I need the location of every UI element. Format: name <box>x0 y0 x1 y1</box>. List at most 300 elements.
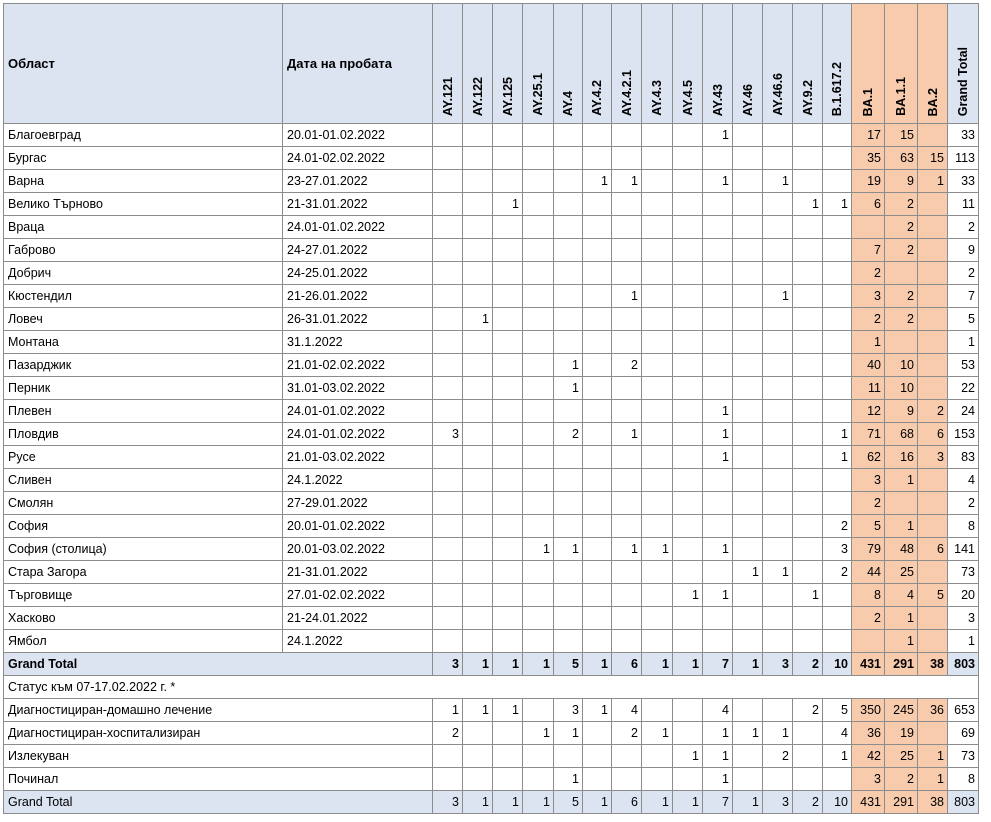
count-cell <box>583 446 612 469</box>
count-cell: 9 <box>885 400 918 423</box>
count-cell <box>463 239 493 262</box>
count-cell <box>583 262 612 285</box>
sample-date: 21-31.01.2022 <box>283 561 433 584</box>
count-cell <box>918 630 948 653</box>
region-name: Сливен <box>4 469 283 492</box>
count-cell: 2 <box>793 653 823 676</box>
variant-header <box>852 4 885 124</box>
count-cell: 3 <box>852 469 885 492</box>
count-cell: 2 <box>823 515 852 538</box>
row-label: Излекуван <box>4 745 433 768</box>
count-cell: 1 <box>463 699 493 722</box>
count-cell: 2 <box>852 607 885 630</box>
count-cell: 5 <box>852 515 885 538</box>
count-cell: 25 <box>885 745 918 768</box>
count-cell <box>733 285 763 308</box>
count-cell: 5 <box>823 699 852 722</box>
count-cell <box>733 607 763 630</box>
count-cell <box>463 124 493 147</box>
count-cell <box>763 423 793 446</box>
count-cell: 63 <box>885 147 918 170</box>
count-cell <box>523 561 554 584</box>
count-cell <box>493 331 523 354</box>
count-cell <box>733 768 763 791</box>
row-total-cell: 803 <box>948 653 979 676</box>
count-cell <box>673 377 703 400</box>
count-cell <box>523 515 554 538</box>
count-cell <box>463 423 493 446</box>
count-cell <box>433 147 463 170</box>
count-cell: 1 <box>463 308 493 331</box>
sample-date: 27-29.01.2022 <box>283 492 433 515</box>
count-cell <box>642 147 673 170</box>
count-cell: 1 <box>918 768 948 791</box>
count-cell <box>433 630 463 653</box>
count-cell: 19 <box>885 722 918 745</box>
count-cell <box>793 607 823 630</box>
count-cell: 7 <box>852 239 885 262</box>
count-cell <box>823 308 852 331</box>
count-cell <box>583 584 612 607</box>
count-cell: 44 <box>852 561 885 584</box>
count-cell <box>733 331 763 354</box>
count-cell <box>523 607 554 630</box>
grand-total-row <box>4 653 979 676</box>
count-cell <box>493 630 523 653</box>
table-row <box>4 193 979 216</box>
region-name: Плевен <box>4 400 283 423</box>
count-cell <box>793 262 823 285</box>
count-cell: 2 <box>852 492 885 515</box>
count-cell <box>583 308 612 331</box>
count-cell: 25 <box>885 561 918 584</box>
table-row <box>4 515 979 538</box>
count-cell: 1 <box>583 791 612 814</box>
count-cell <box>523 239 554 262</box>
count-cell: 1 <box>583 170 612 193</box>
count-cell <box>733 262 763 285</box>
count-cell <box>642 377 673 400</box>
count-cell <box>733 492 763 515</box>
count-cell <box>433 216 463 239</box>
table-row <box>4 423 979 446</box>
row-total-cell: 7 <box>948 285 979 308</box>
count-cell <box>673 492 703 515</box>
count-cell: 2 <box>852 308 885 331</box>
count-cell: 1 <box>703 745 733 768</box>
table-row <box>4 239 979 262</box>
variant-header-label: AY.122 <box>470 76 485 116</box>
count-cell <box>703 331 733 354</box>
count-cell <box>673 239 703 262</box>
count-cell <box>763 538 793 561</box>
count-cell <box>554 469 583 492</box>
count-cell: 1 <box>523 538 554 561</box>
count-cell <box>733 124 763 147</box>
count-cell <box>523 400 554 423</box>
count-cell <box>642 239 673 262</box>
region-name: Монтана <box>4 331 283 354</box>
count-cell <box>612 400 642 423</box>
count-cell: 1 <box>642 538 673 561</box>
variant-header <box>554 4 583 124</box>
count-cell: 2 <box>793 791 823 814</box>
count-cell: 62 <box>852 446 885 469</box>
count-cell <box>583 285 612 308</box>
count-cell <box>493 262 523 285</box>
sample-date: 24.1.2022 <box>283 469 433 492</box>
count-cell: 10 <box>823 653 852 676</box>
count-cell <box>763 492 793 515</box>
count-cell: 3 <box>433 791 463 814</box>
region-name: Пловдив <box>4 423 283 446</box>
count-cell <box>463 768 493 791</box>
count-cell <box>673 124 703 147</box>
count-cell: 6 <box>852 193 885 216</box>
count-cell <box>554 492 583 515</box>
count-cell <box>918 607 948 630</box>
count-cell <box>493 400 523 423</box>
count-cell: 42 <box>852 745 885 768</box>
count-cell <box>493 239 523 262</box>
region-name: Пазарджик <box>4 354 283 377</box>
count-cell <box>463 262 493 285</box>
count-cell <box>463 170 493 193</box>
row-label: Диагностициран-хоспитализиран <box>4 722 433 745</box>
count-cell <box>823 492 852 515</box>
count-cell <box>673 331 703 354</box>
count-cell: 1 <box>583 653 612 676</box>
count-cell <box>612 147 642 170</box>
row-total-cell: 153 <box>948 423 979 446</box>
count-cell: 1 <box>673 584 703 607</box>
count-cell <box>642 308 673 331</box>
sample-date: 20.01-03.02.2022 <box>283 538 433 561</box>
count-cell <box>763 699 793 722</box>
table-row <box>4 538 979 561</box>
count-cell: 2 <box>885 285 918 308</box>
count-cell <box>554 515 583 538</box>
count-cell <box>433 561 463 584</box>
count-cell <box>493 722 523 745</box>
count-cell <box>763 584 793 607</box>
count-cell <box>523 492 554 515</box>
sample-date: 24-25.01.2022 <box>283 262 433 285</box>
variant-header <box>433 4 463 124</box>
count-cell <box>612 630 642 653</box>
count-cell <box>463 469 493 492</box>
region-name: Смолян <box>4 492 283 515</box>
count-cell <box>463 538 493 561</box>
sample-date: 21-26.01.2022 <box>283 285 433 308</box>
count-cell <box>918 285 948 308</box>
table-row <box>4 584 979 607</box>
count-cell <box>523 216 554 239</box>
count-cell: 3 <box>763 653 793 676</box>
count-cell: 1 <box>703 170 733 193</box>
count-cell <box>793 630 823 653</box>
count-cell <box>885 262 918 285</box>
count-cell <box>793 239 823 262</box>
count-cell <box>823 354 852 377</box>
status-grand-total-row <box>4 791 979 814</box>
status-title: Статус към 07-17.02.2022 г. * <box>4 676 979 699</box>
count-cell <box>642 630 673 653</box>
count-cell <box>763 124 793 147</box>
count-cell <box>523 170 554 193</box>
variant-header-label: AY.25.1 <box>531 73 545 116</box>
sample-date: 21.01-03.02.2022 <box>283 446 433 469</box>
count-cell: 1 <box>554 768 583 791</box>
count-cell <box>583 492 612 515</box>
count-cell <box>642 745 673 768</box>
count-cell <box>763 768 793 791</box>
count-cell <box>523 193 554 216</box>
row-label: Диагностициран-домашно лечение <box>4 699 433 722</box>
count-cell: 48 <box>885 538 918 561</box>
count-cell: 431 <box>852 653 885 676</box>
count-cell: 6 <box>918 538 948 561</box>
count-cell <box>493 768 523 791</box>
count-cell <box>733 170 763 193</box>
row-total-cell: 33 <box>948 170 979 193</box>
count-cell: 3 <box>852 768 885 791</box>
count-cell <box>523 584 554 607</box>
status-row <box>4 722 979 745</box>
count-cell: 291 <box>885 653 918 676</box>
count-cell <box>642 561 673 584</box>
count-cell <box>523 147 554 170</box>
count-cell: 4 <box>612 699 642 722</box>
variant-header <box>463 4 493 124</box>
region-name: Ловеч <box>4 308 283 331</box>
count-cell <box>763 354 793 377</box>
row-total-cell: 113 <box>948 147 979 170</box>
variant-header <box>793 4 823 124</box>
count-cell <box>703 630 733 653</box>
count-cell <box>823 768 852 791</box>
variant-header <box>523 4 554 124</box>
count-cell: 2 <box>918 400 948 423</box>
count-cell: 1 <box>642 722 673 745</box>
count-cell: 1 <box>612 170 642 193</box>
count-cell <box>463 331 493 354</box>
count-cell <box>642 423 673 446</box>
sample-date: 31.01-03.02.2022 <box>283 377 433 400</box>
count-cell: 1 <box>852 331 885 354</box>
count-cell <box>823 239 852 262</box>
count-cell <box>673 722 703 745</box>
count-cell <box>763 377 793 400</box>
count-cell: 38 <box>918 653 948 676</box>
status-row <box>4 699 979 722</box>
count-cell <box>463 446 493 469</box>
count-cell <box>463 722 493 745</box>
row-label: Grand Total <box>4 791 433 814</box>
count-cell: 1 <box>612 538 642 561</box>
count-cell <box>493 423 523 446</box>
count-cell <box>823 331 852 354</box>
sample-date: 24.1.2022 <box>283 630 433 653</box>
count-cell: 2 <box>885 193 918 216</box>
count-cell <box>733 584 763 607</box>
variant-header <box>885 4 918 124</box>
count-cell: 1 <box>703 584 733 607</box>
variant-header-label: AY.46 <box>740 83 755 116</box>
count-cell <box>554 561 583 584</box>
table-row <box>4 216 979 239</box>
count-cell: 3 <box>763 791 793 814</box>
row-total-cell: 8 <box>948 515 979 538</box>
count-cell <box>673 354 703 377</box>
count-cell <box>612 239 642 262</box>
count-cell <box>554 607 583 630</box>
table-header <box>4 4 979 124</box>
count-cell <box>823 630 852 653</box>
count-cell: 1 <box>763 722 793 745</box>
count-cell <box>642 331 673 354</box>
count-cell <box>493 147 523 170</box>
count-cell <box>433 262 463 285</box>
count-cell <box>733 354 763 377</box>
count-cell <box>823 262 852 285</box>
region-name: София <box>4 515 283 538</box>
count-cell <box>554 124 583 147</box>
region-name: Благоевград <box>4 124 283 147</box>
count-cell <box>612 124 642 147</box>
count-cell <box>703 561 733 584</box>
count-cell <box>673 699 703 722</box>
count-cell <box>463 147 493 170</box>
count-cell <box>642 354 673 377</box>
region-name: Търговище <box>4 584 283 607</box>
count-cell: 10 <box>885 354 918 377</box>
variant-header-label: AY.46.6 <box>770 73 785 116</box>
count-cell <box>554 584 583 607</box>
sample-date: 24-27.01.2022 <box>283 239 433 262</box>
table-row <box>4 147 979 170</box>
count-cell: 431 <box>852 791 885 814</box>
count-cell: 35 <box>852 147 885 170</box>
count-cell: 3 <box>433 423 463 446</box>
count-cell <box>554 308 583 331</box>
status-row <box>4 768 979 791</box>
count-cell <box>673 768 703 791</box>
count-cell <box>823 377 852 400</box>
count-cell: 1 <box>523 722 554 745</box>
count-cell <box>852 630 885 653</box>
row-label: Grand Total <box>4 653 433 676</box>
count-cell <box>918 262 948 285</box>
count-cell: 3 <box>852 285 885 308</box>
count-cell <box>673 170 703 193</box>
count-cell <box>703 308 733 331</box>
count-cell: 17 <box>852 124 885 147</box>
count-cell: 1 <box>885 469 918 492</box>
count-cell: 245 <box>885 699 918 722</box>
count-cell: 1 <box>493 699 523 722</box>
count-cell <box>583 331 612 354</box>
count-cell <box>612 515 642 538</box>
variant-header-label: BA.1 <box>861 87 875 116</box>
count-cell <box>612 262 642 285</box>
count-cell <box>793 446 823 469</box>
region-name: Варна <box>4 170 283 193</box>
count-cell: 68 <box>885 423 918 446</box>
count-cell <box>583 768 612 791</box>
count-cell <box>433 354 463 377</box>
count-cell <box>918 354 948 377</box>
count-cell: 1 <box>885 630 918 653</box>
row-total-cell: 69 <box>948 722 979 745</box>
count-cell <box>793 423 823 446</box>
count-cell <box>763 469 793 492</box>
count-cell: 1 <box>733 561 763 584</box>
table-row <box>4 262 979 285</box>
variant-header <box>493 4 523 124</box>
table-row <box>4 561 979 584</box>
count-cell: 1 <box>642 653 673 676</box>
count-cell <box>733 699 763 722</box>
count-cell <box>523 377 554 400</box>
count-cell: 38 <box>918 791 948 814</box>
count-cell <box>763 216 793 239</box>
count-cell <box>793 216 823 239</box>
row-total-cell: 2 <box>948 216 979 239</box>
count-cell <box>523 699 554 722</box>
count-cell: 1 <box>823 193 852 216</box>
count-cell <box>583 630 612 653</box>
region-name: Русе <box>4 446 283 469</box>
count-cell <box>463 561 493 584</box>
count-cell: 2 <box>885 768 918 791</box>
count-cell <box>493 492 523 515</box>
count-cell <box>918 239 948 262</box>
sample-date: 20.01-01.02.2022 <box>283 124 433 147</box>
count-cell: 1 <box>493 791 523 814</box>
variant-header <box>703 4 733 124</box>
variant-header <box>583 4 612 124</box>
count-cell: 6 <box>918 423 948 446</box>
count-cell: 10 <box>823 791 852 814</box>
count-cell: 1 <box>918 170 948 193</box>
count-cell: 1 <box>703 768 733 791</box>
count-cell <box>554 262 583 285</box>
count-cell <box>612 216 642 239</box>
count-cell: 291 <box>885 791 918 814</box>
region-name: Перник <box>4 377 283 400</box>
count-cell <box>642 699 673 722</box>
count-cell <box>918 331 948 354</box>
count-cell: 36 <box>918 699 948 722</box>
count-cell <box>583 193 612 216</box>
row-total-cell: 53 <box>948 354 979 377</box>
count-cell <box>823 469 852 492</box>
variant-header-label: AY.4.5 <box>680 80 695 116</box>
count-cell <box>463 515 493 538</box>
count-cell: 2 <box>885 239 918 262</box>
count-cell: 1 <box>554 354 583 377</box>
count-cell <box>733 446 763 469</box>
count-cell <box>763 331 793 354</box>
count-cell <box>763 193 793 216</box>
count-cell <box>612 331 642 354</box>
table-row <box>4 492 979 515</box>
count-cell <box>433 469 463 492</box>
sample-date: 24.01-01.02.2022 <box>283 423 433 446</box>
count-cell <box>523 354 554 377</box>
count-cell <box>703 469 733 492</box>
